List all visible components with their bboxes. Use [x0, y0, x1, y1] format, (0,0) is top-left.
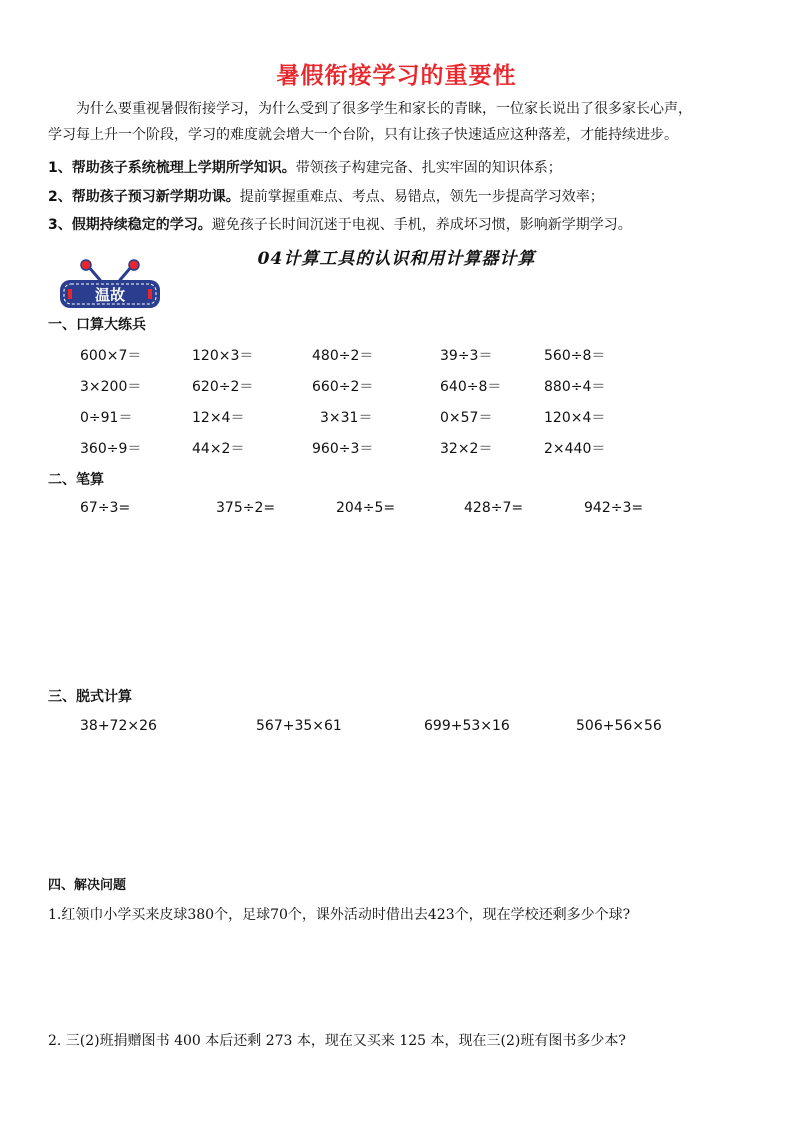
section-stepwise-heading: 三、脱式计算 — [48, 689, 132, 705]
point-3-text: 避免孩子长时间沉迷于电视、手机，养成坏习惯，影响新学期学习。 — [211, 217, 632, 233]
problem-2: 2. 三(2)班捐赠图书 400 本后还剩 273 本，现在又买来 125 本，现在三(2)班有图书多少本? — [48, 1033, 626, 1049]
stepwise-item: 506+56×56 — [576, 718, 662, 734]
written-item: 942÷3= — [584, 500, 644, 516]
oral-item: 12×4＝ — [192, 410, 245, 426]
oral-item: 120×4＝ — [544, 410, 606, 426]
point-1-text: 带领孩子构建完备、扎实牢固的知识体系； — [295, 160, 562, 176]
problem-1: 1.红领巾小学买来皮球380个，足球70个，课外活动时借出去423个，现在学校还剩多少个球? — [48, 907, 631, 923]
oral-item: 360÷9＝ — [80, 441, 142, 457]
written-item: 67÷3= — [80, 500, 131, 516]
oral-item: 640÷8＝ — [440, 379, 502, 395]
oral-item: 39÷3＝ — [440, 348, 493, 364]
section-written-heading: 二、笔算 — [48, 472, 104, 488]
oral-item: 120×3＝ — [192, 348, 254, 364]
point-3-bold: 3、假期持续稳定的学习。 — [48, 217, 212, 233]
lesson-subtitle: 04计算工具的认识和用计算器计算 — [257, 249, 536, 269]
oral-item: 560÷8＝ — [544, 348, 606, 364]
oral-item: 0÷91＝ — [80, 410, 133, 426]
point-1-bold: 1、帮助孩子系统梳理上学期所学知识。 — [48, 160, 296, 176]
written-item: 428÷7= — [464, 500, 524, 516]
oral-item: 600×7＝ — [80, 348, 142, 364]
oral-item: 480÷2＝ — [312, 348, 374, 364]
badge-label: 温故 — [94, 286, 125, 304]
point-2-bold: 2、帮助孩子预习新学期功课。 — [48, 189, 240, 205]
oral-item: 2×440＝ — [544, 441, 606, 457]
oral-item: 32×2＝ — [440, 441, 493, 457]
point-1 — [48, 157, 768, 177]
stepwise-item: 38+72×26 — [80, 718, 157, 734]
point-2 — [48, 186, 768, 206]
oral-item: 880÷4＝ — [544, 379, 606, 395]
point-3 — [48, 214, 768, 234]
oral-item: 960÷3＝ — [312, 441, 374, 457]
point-2-text: 提前掌握重难点、考点、易错点，领先一步提高学习效率； — [239, 189, 604, 205]
oral-item: 44×2＝ — [192, 441, 245, 457]
intro-line-2: 学习每上升一个阶段，学习的难度就会增大一个台阶，只有让孩子快速适应这种落差，才能持续进步。 — [48, 127, 678, 143]
written-item: 375÷2= — [216, 500, 276, 516]
section-problems-heading: 四、解决问题 — [48, 878, 127, 893]
oral-item: 0×57＝ — [440, 410, 493, 426]
section-oral-heading: 一、口算大练兵 — [48, 317, 146, 333]
intro-line-1: 为什么要重视暑假衔接学习，为什么受到了很多学生和家长的青睐，一位家长说出了很多家长心声， — [76, 101, 692, 117]
stepwise-item: 699+53×16 — [424, 718, 510, 734]
page-title: 暑假衔接学习的重要性 — [276, 63, 517, 89]
stepwise-item: 567+35×61 — [256, 718, 342, 734]
oral-item: 620÷2＝ — [192, 379, 254, 395]
oral-item: 3×31＝ — [320, 410, 373, 426]
oral-item: 660÷2＝ — [312, 379, 374, 395]
oral-item: 3×200＝ — [80, 379, 142, 395]
review-badge — [58, 258, 162, 310]
intro-paragraph — [48, 96, 748, 148]
written-item: 204÷5= — [336, 500, 396, 516]
